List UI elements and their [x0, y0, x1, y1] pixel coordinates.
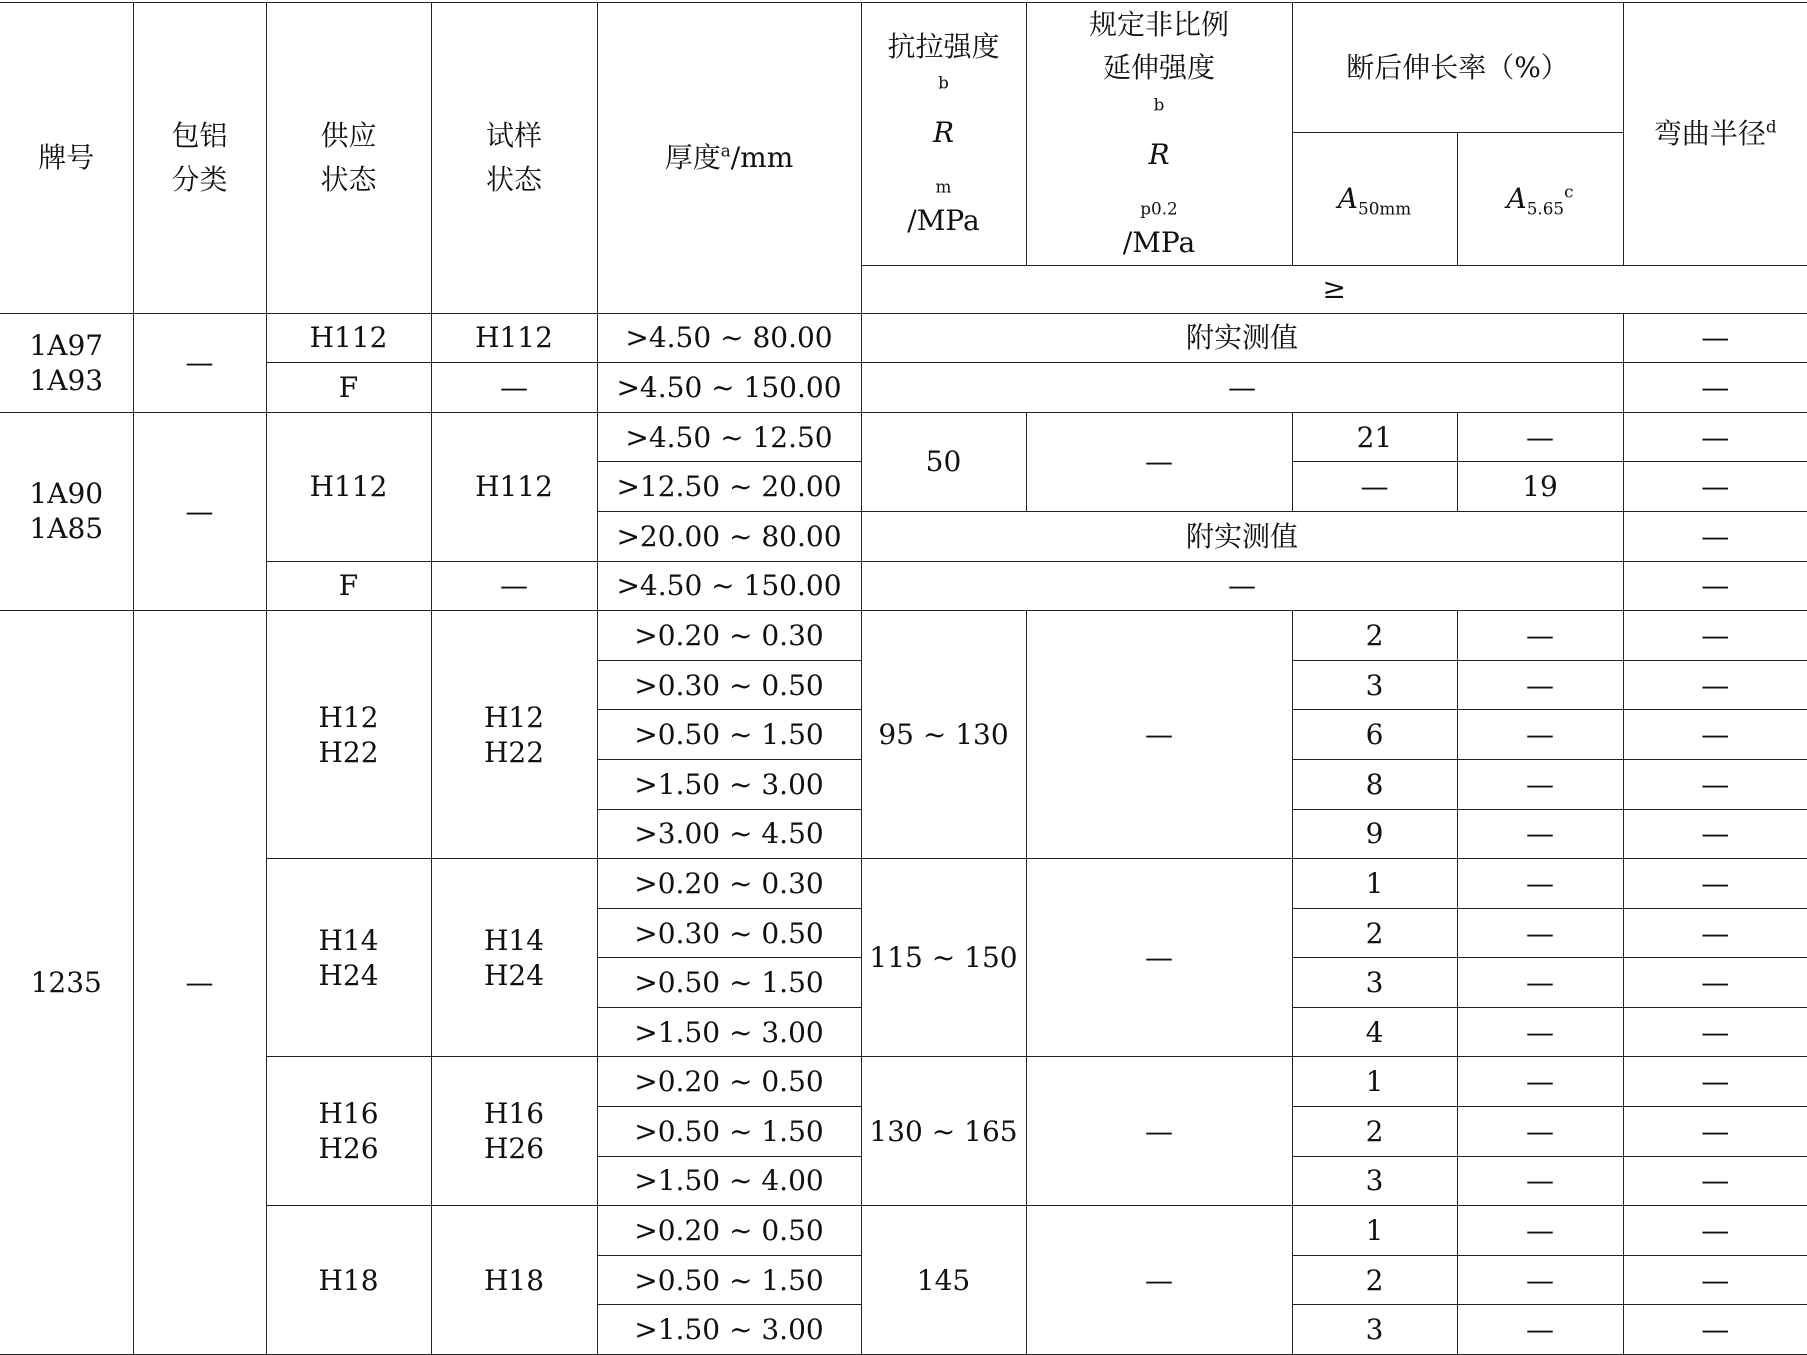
a565-cell: — — [1457, 809, 1623, 859]
thickness-cell: >4.50 ~ 12.50 — [597, 412, 861, 462]
bend-radius-cell: — — [1623, 511, 1807, 561]
bend-radius-cell: — — [1623, 660, 1807, 710]
a565-cell: — — [1457, 1007, 1623, 1057]
thickness-cell: >1.50 ~ 3.00 — [597, 1305, 861, 1355]
properties-cell: — — [861, 561, 1623, 611]
bend-radius-cell: — — [1623, 1156, 1807, 1206]
properties-table — [0, 2, 1807, 1355]
bend-radius-cell: — — [1623, 561, 1807, 611]
bend-radius-cell: — — [1623, 908, 1807, 958]
thickness-cell: >12.50 ~ 20.00 — [597, 462, 861, 512]
thickness-cell: >0.50 ~ 1.50 — [597, 1255, 861, 1305]
clad-cell: — — [133, 313, 266, 412]
header-supply-state: 供应 状态 — [266, 3, 431, 314]
a565-cell: — — [1457, 611, 1623, 661]
header-a50mm: $A_{50mm}$ — [1292, 133, 1457, 265]
sample-state-cell: H16 H26 — [431, 1057, 597, 1206]
grade-cell: 1235 — [0, 611, 133, 1355]
a565-cell: — — [1457, 1156, 1623, 1206]
sample-state-cell: H14 H24 — [431, 859, 597, 1057]
thickness-cell: >0.20 ~ 0.30 — [597, 859, 861, 909]
a50-cell: 3 — [1292, 1305, 1457, 1355]
a565-cell: — — [1457, 660, 1623, 710]
a50-cell: 3 — [1292, 1156, 1457, 1206]
bend-radius-cell: — — [1623, 1057, 1807, 1107]
properties-cell: — — [861, 363, 1623, 413]
header-sample-state: 试样 状态 — [431, 3, 597, 314]
thickness-cell: >4.50 ~ 80.00 — [597, 313, 861, 363]
thickness-cell: >0.30 ~ 0.50 — [597, 660, 861, 710]
yield-cell: — — [1026, 1206, 1292, 1355]
thickness-cell: >20.00 ~ 80.00 — [597, 511, 861, 561]
a50-cell: 2 — [1292, 1255, 1457, 1305]
a50-cell: 2 — [1292, 611, 1457, 661]
tensile-cell: 130 ~ 165 — [861, 1057, 1026, 1206]
bend-radius-cell: — — [1623, 1107, 1807, 1157]
measured-value-cell: 附实测值 — [861, 313, 1623, 363]
yield-cell: — — [1026, 859, 1292, 1057]
bend-radius-cell: — — [1623, 363, 1807, 413]
thickness-cell: >0.20 ~ 0.50 — [597, 1206, 861, 1256]
thickness-cell: >0.50 ~ 1.50 — [597, 958, 861, 1008]
thickness-cell: >1.50 ~ 3.00 — [597, 1007, 861, 1057]
sample-state-cell: — — [431, 363, 597, 413]
thickness-cell: >1.50 ~ 4.00 — [597, 1156, 861, 1206]
measured-value-cell: 附实测值 — [861, 511, 1623, 561]
clad-cell: — — [133, 412, 266, 610]
a565-cell: — — [1457, 759, 1623, 809]
thickness-cell: >0.50 ~ 1.50 — [597, 1107, 861, 1157]
thickness-cell: >0.20 ~ 0.30 — [597, 611, 861, 661]
tensile-cell: 115 ~ 150 — [861, 859, 1026, 1057]
a50-cell: 21 — [1292, 412, 1457, 462]
bend-radius-cell: — — [1623, 1007, 1807, 1057]
bend-radius-cell: — — [1623, 958, 1807, 1008]
a565-cell: — — [1457, 958, 1623, 1008]
bend-radius-cell: — — [1623, 809, 1807, 859]
header-thickness: 厚度$^a$/mm — [597, 3, 861, 314]
thickness-cell: >1.50 ~ 3.00 — [597, 759, 861, 809]
header-ge-symbol: ≥ — [861, 265, 1807, 313]
a565-cell: — — [1457, 412, 1623, 462]
header-elongation: 断后伸长率（%） — [1292, 3, 1623, 133]
a50-cell: 1 — [1292, 859, 1457, 909]
bend-radius-cell: — — [1623, 859, 1807, 909]
bend-radius-cell: — — [1623, 759, 1807, 809]
a50-cell: 1 — [1292, 1057, 1457, 1107]
a50-cell: 3 — [1292, 660, 1457, 710]
supply-state-cell: H112 — [266, 313, 431, 363]
a50-cell: 4 — [1292, 1007, 1457, 1057]
thickness-cell: >0.50 ~ 1.50 — [597, 710, 861, 760]
tensile-cell: 95 ~ 130 — [861, 611, 1026, 859]
bend-radius-cell: — — [1623, 462, 1807, 512]
a565-cell: — — [1457, 1305, 1623, 1355]
a565-cell: — — [1457, 859, 1623, 909]
bend-radius-cell: — — [1623, 1206, 1807, 1256]
a50-cell: 8 — [1292, 759, 1457, 809]
a50-cell: 6 — [1292, 710, 1457, 760]
thickness-cell: >4.50 ~ 150.00 — [597, 363, 861, 413]
a565-cell: 19 — [1457, 462, 1623, 512]
thickness-cell: >4.50 ~ 150.00 — [597, 561, 861, 611]
a50-cell: 3 — [1292, 958, 1457, 1008]
thickness-cell: >3.00 ~ 4.50 — [597, 809, 861, 859]
a50-cell: 9 — [1292, 809, 1457, 859]
sample-state-cell: H112 — [431, 412, 597, 561]
a565-cell: — — [1457, 1057, 1623, 1107]
supply-state-cell: H112 — [266, 412, 431, 561]
bend-radius-cell: — — [1623, 611, 1807, 661]
a50-cell: 2 — [1292, 908, 1457, 958]
a50-cell: 1 — [1292, 1206, 1457, 1256]
yield-cell: — — [1026, 1057, 1292, 1206]
thickness-cell: >0.20 ~ 0.50 — [597, 1057, 861, 1107]
bend-radius-cell: — — [1623, 710, 1807, 760]
a565-cell: — — [1457, 710, 1623, 760]
tensile-cell: 50 — [861, 412, 1026, 511]
supply-state-cell: H18 — [266, 1206, 431, 1355]
sample-state-cell: — — [431, 561, 597, 611]
supply-state-cell: H14 H24 — [266, 859, 431, 1057]
supply-state-cell: H12 H22 — [266, 611, 431, 859]
supply-state-cell: H16 H26 — [266, 1057, 431, 1206]
sample-state-cell: H112 — [431, 313, 597, 363]
bend-radius-cell: — — [1623, 1255, 1807, 1305]
header-clad: 包铝 分类 — [133, 3, 266, 314]
header-grade: 牌号 — [0, 3, 133, 314]
clad-cell: — — [133, 611, 266, 1355]
bend-radius-cell: — — [1623, 412, 1807, 462]
a565-cell: — — [1457, 1206, 1623, 1256]
header-a565: $A_{5.65}^c$ — [1457, 133, 1623, 265]
a50-cell: — — [1292, 462, 1457, 512]
thickness-cell: >0.30 ~ 0.50 — [597, 908, 861, 958]
sample-state-cell: H18 — [431, 1206, 597, 1355]
header-yield-strength: 规定非比例 延伸强度 $^b$ R $_{p0.2}$ /MPa — [1026, 3, 1292, 266]
yield-cell: — — [1026, 412, 1292, 511]
sample-state-cell: H12 H22 — [431, 611, 597, 859]
a565-cell: — — [1457, 1107, 1623, 1157]
a565-cell: — — [1457, 1255, 1623, 1305]
grade-cell: 1A90 1A85 — [0, 412, 133, 610]
bend-radius-cell: — — [1623, 1305, 1807, 1355]
tensile-cell: 145 — [861, 1206, 1026, 1355]
grade-cell: 1A97 1A93 — [0, 313, 133, 412]
a50-cell: 2 — [1292, 1107, 1457, 1157]
header-tensile-strength: 抗拉强度 $^b$ R $_m$ /MPa — [861, 3, 1026, 266]
supply-state-cell: F — [266, 561, 431, 611]
header-bend-radius: 弯曲半径$^d$ — [1623, 3, 1807, 266]
yield-cell: — — [1026, 611, 1292, 859]
supply-state-cell: F — [266, 363, 431, 413]
bend-radius-cell: — — [1623, 313, 1807, 363]
a565-cell: — — [1457, 908, 1623, 958]
